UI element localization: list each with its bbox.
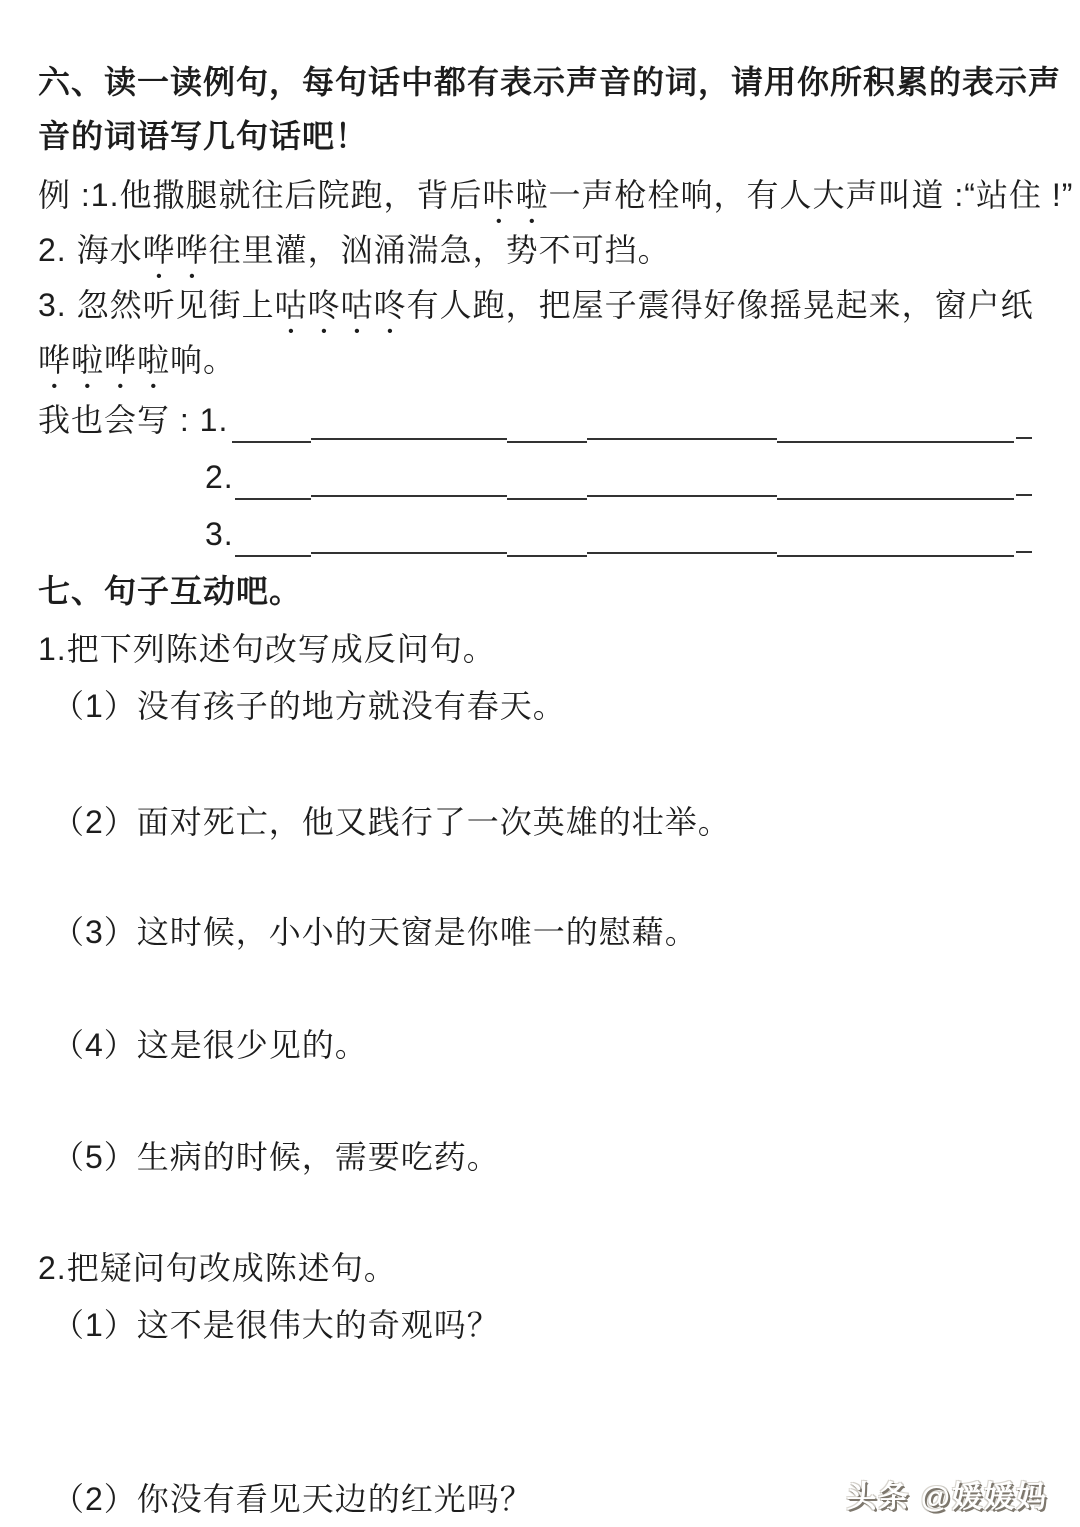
underline-segment — [235, 498, 311, 500]
answer-line-3 — [0, 518, 1080, 570]
underline-segment — [587, 438, 777, 440]
underline-segment — [507, 498, 587, 500]
underline-segment — [777, 555, 1014, 557]
task1-item-5: （5）生病的时候，需要吃药。 — [52, 1139, 500, 1175]
example-sentence-2 — [38, 232, 671, 285]
emphasized-text: 哗哗 — [142, 232, 209, 268]
plain-text: 例 :1.他撒腿就往后院跑，背后 — [38, 177, 483, 213]
underline-segment — [587, 495, 777, 497]
underline-segment — [777, 498, 1014, 500]
underline-segment — [232, 441, 311, 443]
section7-heading: 七、句子互动吧。 — [38, 573, 303, 609]
example-sentence-3-continued — [38, 342, 236, 395]
answer-line-1 — [0, 404, 1080, 456]
underline-segment — [1016, 437, 1032, 439]
toutiao-watermark: 头条 @媛媛妈 — [846, 1481, 1048, 1514]
answer-line-3-label: 3. — [205, 516, 234, 552]
underline-segment — [311, 495, 507, 497]
answer-line-2 — [0, 461, 1080, 513]
section6-heading-line1: 六、读一读例句，每句话中都有表示声音的词，请用你所积累的表示声 — [38, 64, 1062, 100]
emphasized-text: 咕咚咕咚 — [274, 287, 407, 323]
emphasized-text: 哗啦哗啦 — [38, 342, 171, 378]
emphasized-text: 咔啦 — [482, 177, 549, 213]
task1-item-2: （2）面对死亡，他又践行了一次英雄的壮举。 — [52, 804, 731, 840]
task2-item-2: （2）你没有看见天边的红光吗？ — [52, 1481, 533, 1517]
answer-line-1-label: 我也会写 : 1. — [38, 402, 229, 438]
example-sentence-3 — [38, 287, 1034, 340]
underline-segment — [507, 555, 587, 557]
task2-heading: 2.把疑问句改成陈述句。 — [38, 1250, 397, 1286]
plain-text: 3. 忽然听见街上 — [38, 287, 275, 323]
section6-heading-line2: 音的词语写几句话吧！ — [38, 118, 369, 154]
task2-item-1: （1）这不是很伟大的奇观吗？ — [52, 1307, 500, 1343]
task1-item-3: （3）这时候，小小的天窗是你唯一的慰藉。 — [52, 914, 698, 950]
underline-segment — [587, 552, 777, 554]
plain-text: 2. 海水 — [38, 232, 143, 268]
underline-segment — [507, 441, 587, 443]
underline-segment — [1016, 551, 1032, 553]
plain-text: 往里灌，汹涌湍急，势不可挡。 — [208, 232, 671, 268]
example-sentence-1 — [38, 177, 1073, 230]
plain-text: 一声枪栓响，有人大声叫道 :“站住 !” — [548, 177, 1074, 213]
underline-segment — [311, 438, 507, 440]
task1-item-4: （4）这是很少见的。 — [52, 1027, 368, 1063]
plain-text: 有人跑，把屋子震得好像摇晃起来，窗户纸 — [406, 287, 1034, 323]
answer-line-2-label: 2. — [205, 459, 234, 495]
plain-text: 响。 — [170, 342, 237, 378]
underline-segment — [777, 441, 1014, 443]
underline-segment — [235, 555, 311, 557]
task1-item-1: （1）没有孩子的地方就没有春天。 — [52, 688, 566, 724]
underline-segment — [311, 552, 507, 554]
underline-segment — [1016, 494, 1032, 496]
task1-heading: 1.把下列陈述句改写成反问句。 — [38, 631, 496, 667]
